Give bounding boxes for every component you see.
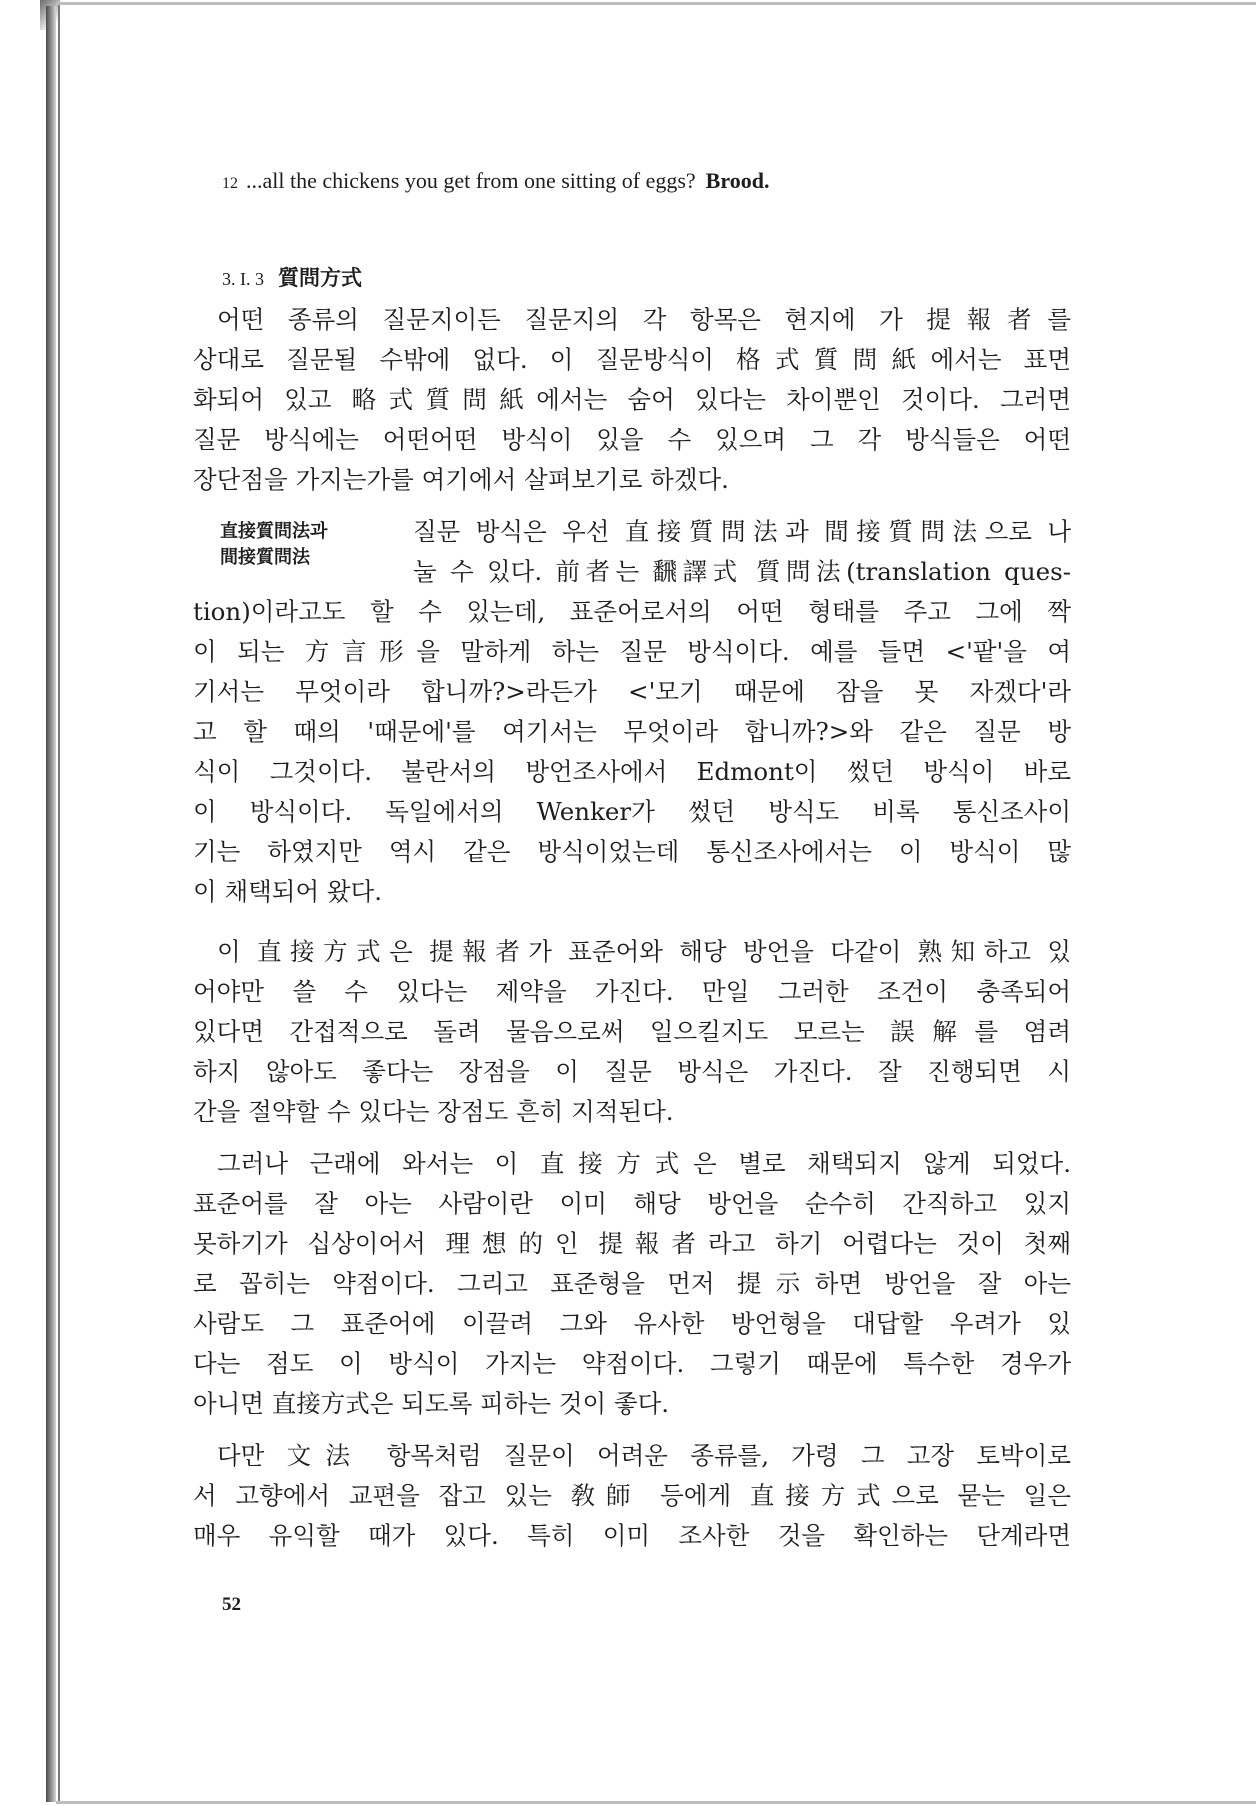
footnote-number: 12	[222, 175, 238, 192]
text-line: 어야만 쓸 수 있다는 제약을 가진다. 만일 그러한 조건이 충족되어	[193, 977, 1071, 1006]
text-line: 식이 그것이다. 불란서의 방언조사에서 Edmont이 썼던 방식이 바로	[193, 757, 1071, 786]
paragraph-3	[193, 932, 1071, 1132]
text-line: 화되어 있고 略式質問紙에서는 숨어 있다는 차이뿐인 것이다. 그러면	[193, 385, 1071, 414]
text-line: 못하기가 십상이어서 理想的인 提報者라고 하기 어렵다는 것이 첫째	[193, 1229, 1071, 1258]
text-line: 다는 점도 이 방식이 가지는 약점이다. 그렇기 때문에 특수한 경우가	[193, 1349, 1071, 1378]
text-line: 어떤 종류의 질문지이든 질문지의 각 항목은 현지에 가 提報者를	[217, 305, 1071, 334]
section-number: 3. I. 3	[222, 269, 264, 289]
section-title: 質問方式	[278, 265, 362, 290]
text-line: 눌 수 있다. 前者는 飜譯式 質問法(translation ques-	[413, 557, 1071, 586]
text-line: 아니면 直接方式은 되도록 피하는 것이 좋다.	[193, 1389, 670, 1418]
margin-heading-line: 直接質問法과	[220, 521, 328, 542]
paragraph-4	[193, 1144, 1071, 1424]
text-line: 있다면 간접적으로 돌려 물음으로써 일으킬지도 모르는 誤解를 염려	[193, 1017, 1071, 1046]
text-line: 다만 文法 항목처럼 질문이 어려운 종류를, 가령 그 고장 토박이로	[217, 1441, 1071, 1470]
page-edge-line	[58, 4, 60, 1802]
book-spine-shadow	[46, 6, 56, 1802]
section-heading	[222, 262, 362, 292]
text-line: 표준어를 잘 아는 사람이란 이미 해당 방언을 순수히 간직하고 있지	[193, 1189, 1071, 1218]
text-line: 서 고향에서 교편을 잡고 있는 敎師 등에게 直接方式으로 묻는 일은	[193, 1481, 1071, 1510]
text-line: 매우 유익할 때가 있다. 특히 이미 조사한 것을 확인하는 단계라면	[193, 1521, 1071, 1550]
paragraph-2	[193, 592, 1071, 912]
text-line: 사람도 그 표준어에 이끌려 그와 유사한 방언형을 대답할 우려가 있	[193, 1309, 1071, 1338]
text-line: 기서는 무엇이라 합니까?>라든가 <'모기 때문에 잠을 못 자겠다'라	[193, 677, 1071, 706]
footnote-answer: Brood.	[705, 168, 770, 193]
text-line: 고 할 때의 '때문에'를 여기서는 무엇이라 합니까?>와 같은 질문 방	[193, 717, 1071, 746]
text-line: 이 直接方式은 提報者가 표준어와 해당 방언을 다같이 熟知하고 있	[217, 937, 1071, 966]
text-line: 질문 방식은 우선 直接質問法과 間接質問法으로 나	[413, 517, 1071, 546]
footnote	[222, 168, 769, 194]
text-line: 이 방식이다. 독일에서의 Wenker가 썼던 방식도 비록 통신조사이	[193, 797, 1071, 826]
text-line: 하지 않아도 좋다는 장점을 이 질문 방식은 가진다. 잘 진행되면 시	[193, 1057, 1071, 1086]
margin-heading	[220, 519, 327, 571]
text-line: 이 채택되어 왔다.	[193, 877, 383, 906]
text-line: 로 꼽히는 약점이다. 그리고 표준형을 먼저 提示하면 방언을 잘 아는	[193, 1269, 1071, 1298]
page-top-edge	[56, 2, 1256, 5]
text-line: tion)이라고도 할 수 있는데, 표준어로서의 어떤 형태를 주고 그에 짝	[193, 597, 1071, 626]
text-line: 장단점을 가지는가를 여기에서 살펴보기로 하겠다.	[193, 465, 729, 494]
text-line: 간을 절약할 수 있다는 장점도 흔히 지적된다.	[193, 1097, 674, 1126]
text-line: 기는 하였지만 역시 같은 방식이었는데 통신조사에서는 이 방식이 많	[193, 837, 1071, 866]
paragraph-2-head	[413, 512, 1071, 592]
paragraph-5	[193, 1436, 1071, 1556]
text-line: 이 되는 方言形을 말하게 하는 질문 방식이다. 예를 들면 <'팥'을 여	[193, 637, 1071, 666]
text-line: 그러나 근래에 와서는 이 直接方式은 별로 채택되지 않게 되었다.	[217, 1149, 1071, 1178]
footnote-question: ...all the chickens you get from one sitting of eggs?	[246, 168, 696, 193]
page-number: 52	[222, 1594, 241, 1615]
text-line: 질문 방식에는 어떤어떤 방식이 있을 수 있으며 그 각 방식들은 어떤	[193, 425, 1071, 454]
text-line: 상대로 질문될 수밖에 없다. 이 질문방식이 格式質問紙에서는 표면	[193, 345, 1071, 374]
paragraph-1	[193, 300, 1071, 500]
margin-heading-line: 間接質問法	[220, 547, 310, 568]
page-bottom-edge	[56, 1801, 1256, 1804]
